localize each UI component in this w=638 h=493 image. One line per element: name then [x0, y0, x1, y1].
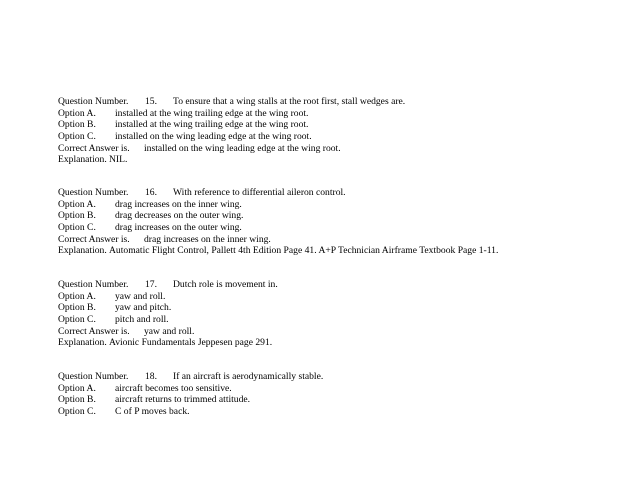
- question-number-label: Question Number.: [58, 279, 129, 290]
- option-a-text: yaw and roll.: [115, 290, 166, 302]
- question-text: With reference to differential aileron control.: [173, 187, 346, 198]
- correct-answer-label: Correct Answer is.: [58, 233, 130, 245]
- explanation-label: Explanation.: [58, 337, 107, 349]
- question-number: 15.: [145, 96, 157, 107]
- option-b-label: Option B.: [58, 302, 96, 314]
- option-c-label: Option C.: [58, 131, 96, 143]
- option-b-text: aircraft returns to trimmed attitude.: [115, 394, 251, 406]
- option-a-label: Option A.: [58, 198, 96, 210]
- correct-answer-label: Correct Answer is.: [58, 142, 130, 154]
- explanation-text: NIL.: [109, 154, 128, 166]
- explanation-text: Avionic Fundamentals Jeppesen page 291.: [109, 337, 273, 349]
- option-c-label: Option C.: [58, 406, 96, 418]
- option-c-text: drag increases on the outer wing.: [115, 222, 242, 234]
- option-a-label: Option A.: [58, 382, 96, 394]
- question-number-label: Question Number.: [58, 371, 129, 382]
- option-c-label: Option C.: [58, 314, 96, 326]
- question-number: 17.: [145, 279, 157, 290]
- correct-answer-label: Correct Answer is.: [58, 325, 130, 337]
- option-b-text: drag decreases on the outer wing.: [115, 210, 244, 222]
- option-b-label: Option B.: [58, 119, 96, 131]
- option-a-label: Option A.: [58, 107, 96, 119]
- correct-answer-text: installed on the wing leading edge at the wing root.: [144, 142, 341, 154]
- option-b-label: Option B.: [58, 394, 96, 406]
- question-number-label: Question Number.: [58, 96, 129, 107]
- option-b-text: installed at the wing trailing edge at the wing root.: [115, 119, 309, 131]
- explanation-label: Explanation.: [58, 154, 107, 166]
- option-c-text: C of P moves back.: [115, 406, 190, 418]
- explanation-label: Explanation.: [58, 245, 107, 257]
- option-a-text: aircraft becomes too sensitive.: [115, 382, 232, 394]
- question-text: To ensure that a wing stalls at the root first, stall wedges are.: [173, 96, 406, 107]
- question-number: 18.: [145, 371, 157, 382]
- correct-answer-text: drag increases on the inner wing.: [144, 233, 271, 245]
- question-text: If an aircraft is aerodynamically stable.: [173, 371, 324, 382]
- question-text: Dutch role is movement in.: [173, 279, 278, 290]
- correct-answer-text: yaw and roll.: [144, 325, 195, 337]
- option-a-text: drag increases on the inner wing.: [115, 198, 242, 210]
- explanation-text: Automatic Flight Control, Pallett 4th Edition Page 41. A+P Technician Airframe Textbook Page 1-11.: [109, 245, 499, 257]
- option-a-label: Option A.: [58, 290, 96, 302]
- option-c-text: installed on the wing leading edge at the wing root.: [115, 131, 312, 143]
- question-number-label: Question Number.: [58, 187, 129, 198]
- option-b-label: Option B.: [58, 210, 96, 222]
- question-number: 16.: [145, 187, 157, 198]
- option-a-text: installed at the wing trailing edge at the wing root.: [115, 107, 309, 119]
- option-c-text: pitch and roll.: [115, 314, 169, 326]
- option-c-label: Option C.: [58, 222, 96, 234]
- option-b-text: yaw and pitch.: [115, 302, 172, 314]
